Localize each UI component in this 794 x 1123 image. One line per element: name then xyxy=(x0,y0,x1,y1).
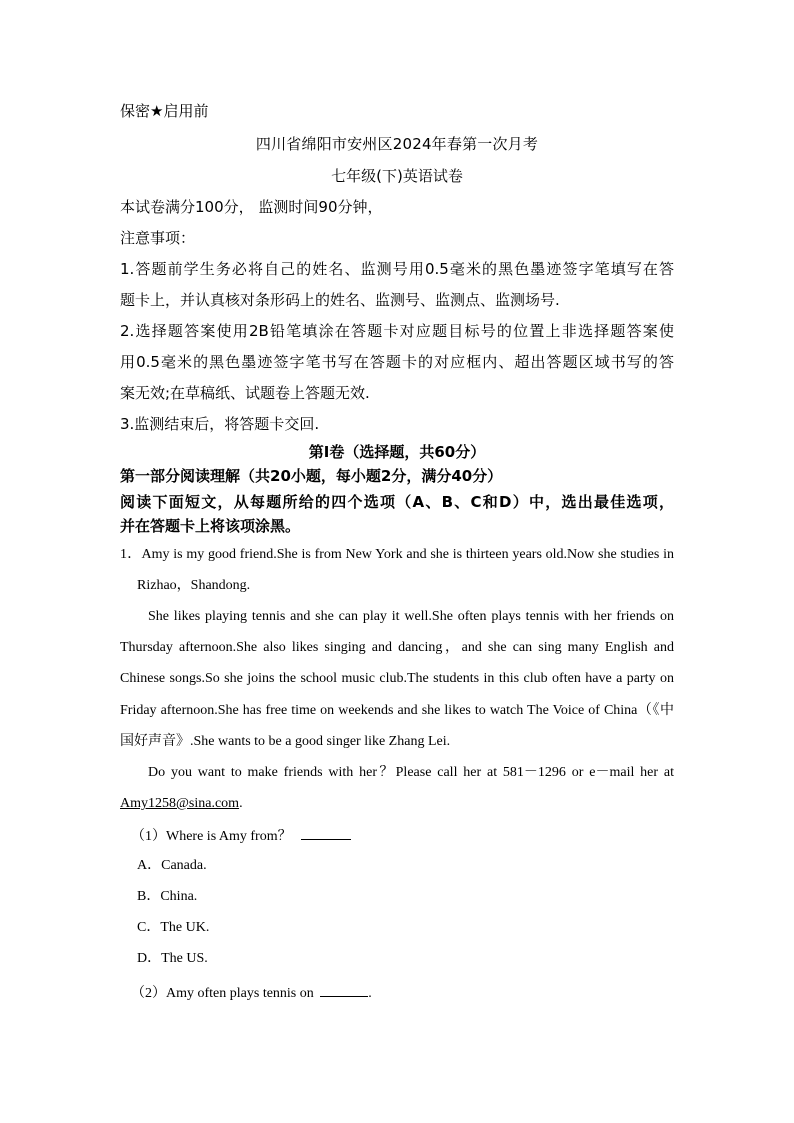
question-stem-suffix: . xyxy=(368,986,372,1001)
answer-blank[interactable] xyxy=(301,825,351,840)
passage-line: Do you want to make friends with her？Please call her at 581－1296 or e－mail her at xyxy=(148,765,674,780)
option-d[interactable]: D．The US. xyxy=(137,951,208,966)
exam-title: 四川省绵阳市安州区2024年春第一次月考 xyxy=(255,135,539,153)
note-line: 案无效;在草稿纸、试题卷上答题无效. xyxy=(120,384,370,402)
passage-line: Chinese songs.So she joins the school music club.The students in this club often have a party on xyxy=(120,671,674,686)
passage-line: 国好声音》.She wants to be a good singer like Zhang Lei. xyxy=(120,734,451,749)
note-line: 2.选择题答案使用2B铅笔填涂在答题卡对应题目标号的位置上非选择题答案使 xyxy=(120,322,674,340)
instruction-line: 并在答题卡上将该项涂黑。 xyxy=(120,517,301,535)
email-line xyxy=(120,794,243,814)
question-stem: （2）Amy often plays tennis on xyxy=(131,986,314,1001)
passage-line: She likes playing tennis and she can play it well.She often plays tennis with her friends on xyxy=(148,609,674,624)
passage-line: Thursday afternoon.She also likes singing and dancing，and she can sing many English and xyxy=(120,640,674,655)
question-1 xyxy=(131,825,351,847)
volume-title: 第Ⅰ卷（选择题，共60分） xyxy=(308,443,486,461)
passage-line: Friday afternoon.She has free time on weekends and she likes to watch The Voice of China（《中 xyxy=(120,703,674,718)
passage-line: 1．Amy is my good friend.She is from New York and she is thirteen years old.Now she studies in xyxy=(120,547,674,562)
part-title: 第一部分阅读理解（共20小题，每小题2分，满分40分） xyxy=(120,467,503,485)
exam-info: 本试卷满分100分， 监测时间90分钟， xyxy=(120,198,383,216)
instruction-line: 阅读下面短文，从每题所给的四个选项（A、B、C和D）中，选出最佳选项， xyxy=(120,493,674,511)
email-link[interactable]: Amy1258@sina.com xyxy=(120,796,240,811)
answer-blank[interactable] xyxy=(320,982,368,997)
notes-heading: 注意事项： xyxy=(120,229,196,247)
option-c[interactable]: C．The UK. xyxy=(137,920,210,935)
note-line: 1.答题前学生务必将自己的姓名、监测号用0.5毫米的黑色墨迹签字笔填写在答 xyxy=(120,260,674,278)
option-b[interactable]: B．China. xyxy=(137,889,198,904)
exam-subtitle: 七年级(下)英语试卷 xyxy=(331,167,463,185)
passage-line: Rizhao，Shandong. xyxy=(137,578,251,593)
note-line: 用0.5毫米的黑色墨迹签字笔书写在答题卡的对应框内、超出答题区域书写的答 xyxy=(120,353,674,371)
option-a[interactable]: A．Canada. xyxy=(137,858,207,873)
email-suffix: . xyxy=(239,796,243,811)
note-line: 题卡上，并认真核对条形码上的姓名、监测号、监测点、监测场号. xyxy=(120,291,560,309)
question-stem: （1）Where is Amy from？ xyxy=(131,829,292,844)
note-line: 3.监测结束后，将答题卡交回. xyxy=(120,415,320,433)
question-2 xyxy=(131,982,372,1004)
confidential-label: 保密★启用前 xyxy=(120,102,209,120)
